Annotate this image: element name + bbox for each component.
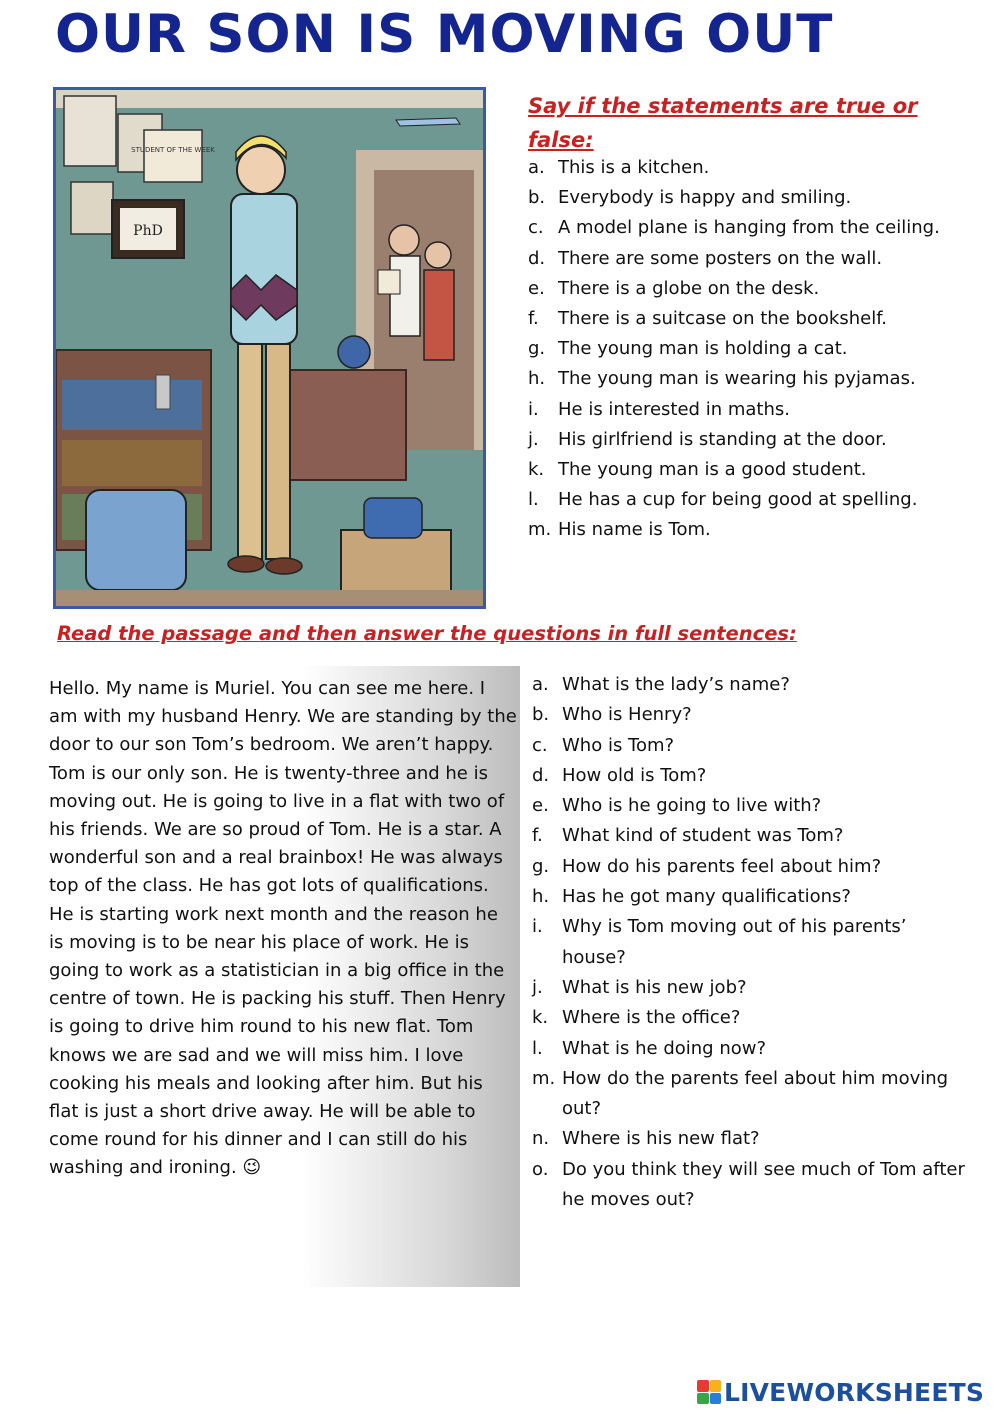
list-item: g. The young man is holding a cat. (528, 338, 848, 360)
bedroom-illustration (53, 87, 486, 609)
reading-passage: Hello. My name is Muriel. You can see me here. I am with my husband Henry. We are standing by the door to our son Tom’s bedroom. We aren’t happy. Tom is our only son. He is twenty-three and he is moving out. He is going to live in a flat with two of his friends. We are so proud of Tom. He is a star. A wonderful son and a real brainbox! He was always top of the class. He has got lots of qualifications. He is starting work next month and the reason he is moving is to be near his place of work. He is going to work as a statistician in a big office in the centre of town. He is packing his stuff. Then Henry is going to drive him round to his new flat. Tom knows we are sad and we will miss him. I love cooking his meals and looking after him. But his flat is just a short drive away. He will be able to come round for his dinner and I can still do his washing and ironing. 😉 (49, 678, 517, 1179)
list-item: i. Why is Tom moving out of his parents’ house? (532, 916, 907, 968)
logo-square (710, 1380, 722, 1392)
logo-square (697, 1393, 709, 1405)
true-false-instruction: Say if the statements are true or false: (528, 94, 918, 152)
list-item: b. Who is Henry? (532, 704, 692, 726)
list-item: c. A model plane is hanging from the ceiling. (528, 217, 940, 239)
logo-text: LIVEWORKSHEETS (724, 1377, 985, 1407)
list-item: m. How do the parents feel about him moving out? (532, 1067, 949, 1120)
list-item: b. Everybody is happy and smiling. (528, 187, 852, 209)
list-item: l. He has a cup for being good at spelling. (528, 489, 918, 511)
list-item: h. Has he got many qualifications? (532, 886, 851, 908)
list-item: a. This is a kitchen. (528, 157, 710, 178)
logo-square (710, 1393, 722, 1405)
worksheet-title: OUR SON IS MOVING OUT (55, 4, 834, 65)
list-item: e. There is a globe on the desk. (528, 277, 820, 299)
list-item: g. How do his parents feel about him? (532, 855, 882, 877)
list-item: j. His girlfriend is standing at the door. (528, 428, 887, 450)
list-item: e. Who is he going to live with? (532, 795, 822, 817)
list-item: h. The young man is wearing his pyjamas. (528, 368, 916, 390)
logo-square (697, 1380, 709, 1392)
questions-list (532, 670, 972, 1215)
list-item: a. What is the lady’s name? (532, 674, 790, 695)
list-item: n. Where is his new flat? (532, 1128, 760, 1150)
list-item: m. His name is Tom. (528, 519, 711, 541)
list-item: j. What is his new job? (532, 976, 747, 998)
list-item: d. There are some posters on the wall. (528, 247, 883, 269)
list-item: f. There is a suitcase on the bookshelf. (528, 308, 887, 330)
liveworksheets-logo[interactable] (697, 1377, 984, 1407)
logo-mark-icon (697, 1380, 721, 1404)
list-item: o. Do you think they will see much of Tom after he moves out? (532, 1158, 965, 1211)
list-item: d. How old is Tom? (532, 764, 707, 786)
list-item: l. What is he doing now? (532, 1037, 767, 1059)
true-false-list (528, 153, 968, 546)
diploma-label: PhD (133, 223, 163, 239)
list-item: k. The young man is a good student. (528, 459, 867, 481)
list-item: c. Who is Tom? (532, 734, 675, 756)
certificate-label: STUDENT OF THE WEEK (131, 146, 215, 154)
list-item: i. He is interested in maths. (528, 398, 790, 420)
reading-instruction: Read the passage and then answer the questions in full sentences: (57, 622, 797, 645)
list-item: f. What kind of student was Tom? (532, 825, 844, 847)
list-item: k. Where is the office? (532, 1007, 741, 1029)
